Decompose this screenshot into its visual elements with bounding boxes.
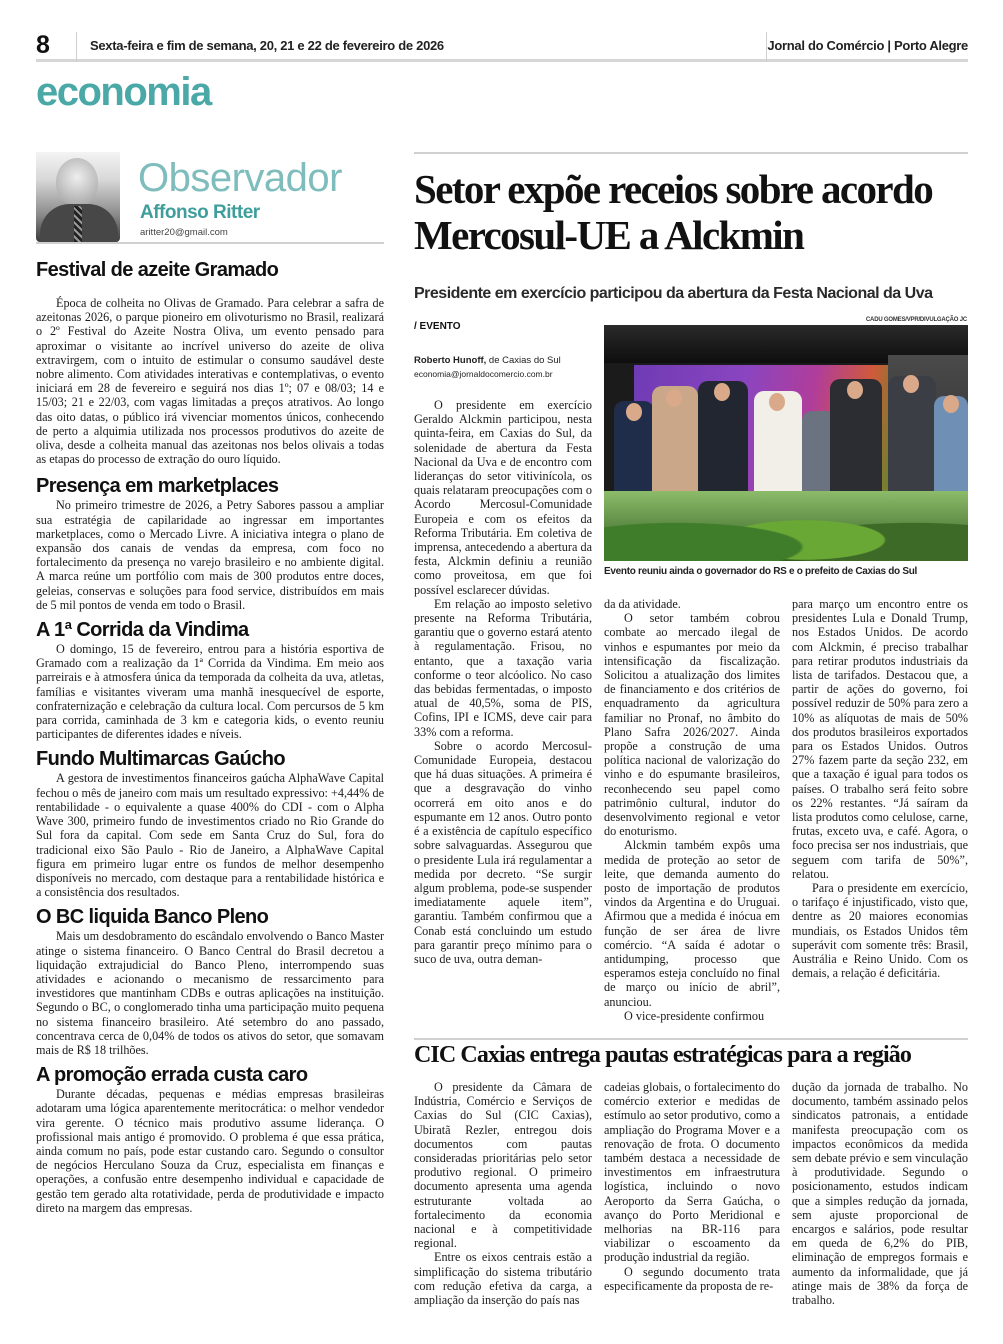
event-photo <box>604 325 968 561</box>
cic-column-2 <box>604 1080 780 1293</box>
note-heading: Fundo Multimarcas Gaúcho <box>36 748 285 771</box>
note-heading: A 1ª Corrida da Vindima <box>36 619 249 642</box>
columnist-portrait <box>36 152 120 242</box>
note-item <box>36 747 384 899</box>
column-notes <box>36 254 384 1215</box>
note-heading: Presença em marketplaces <box>36 475 279 498</box>
main-headline: Setor expõe receios sobre acordo Mercosul-UE a Alckmin <box>414 166 933 258</box>
article-paragraph: dução da jornada de trabalho. No documento, também assinado pelos sindicatos patronais, a entidade manifesta preocupação com os impactos econômicos da medida sem debate prévio e sem vinculação à produtividade. Segundo o posicionamento, estudos indicam que a simples redução da jornada, sem ajuste proporcional de encargos e salários, pode resultar em queda de 6,2% do PIB, eliminação de empregos formais e aumento da informalidade, que já atinge mais de 38% da força de trabalho. <box>792 1080 968 1308</box>
article-paragraph: da da atividade. <box>604 597 681 611</box>
article-column-2 <box>604 597 780 1023</box>
column-masthead <box>36 152 384 244</box>
edition-date: Sexta-feira e fim de semana, 20, 21 e 22 de fevereiro de 2026 <box>90 38 444 53</box>
columnist-name: Affonso Ritter <box>140 202 260 223</box>
article-paragraph: O presidente em exercício Geraldo Alckmin participou, nesta quinta-feira, em Caxias do Sul, da solenidade de abertura da Festa Nacional da Uva e de encontro com lideranças do setor vitivinícola, os quais relataram preocupações com o Acordo Mercosul-Comunidade Europeia e com os efeitos da Reforma Tributária. Em coletiva de imprensa, antecedendo a abertura da festa, Alckmin definiu a reunião como proveitosa, em que foi possível esclarecer dúvidas. <box>414 398 592 597</box>
article-kicker: / EVENTO <box>414 321 461 332</box>
main-subheadline: Presidente em exercício participou da abertura da Festa Nacional da Uva <box>414 285 933 302</box>
note-heading: A promoção errada custa caro <box>36 1064 308 1087</box>
photo-credit: CADU GOMES/VPR/DIVULGAÇÃO JC <box>865 317 967 323</box>
columnist-email[interactable]: aritter20@gmail.com <box>140 227 228 238</box>
note-item <box>36 1063 384 1215</box>
note-item <box>36 474 384 612</box>
note-item <box>36 258 384 466</box>
note-body: O domingo, 15 de fevereiro, entrou para a história esportiva de Gramado com a realização da 1ª Corrida da Vindima. Em meio aos parreirais e à atmosfera única da temporada da colheita da uva, atletas, famílias e visitantes viveram uma manhã inesquecível de esporte, confraternização e celebração da cultura local. Com percursos de 5 km para corrida, caminhada de 3 km e categoria kids, o evento reuniu participantes de diferentes idades e níveis. <box>36 642 384 742</box>
article-paragraph: Para o presidente em exercício, o tarifaço é injustificado, visto que, dentre as 20 maiores economias mundiais, os Estados Unidos têm superávit com somente três: Brasil, Austrália e Reino Unido. Com os demais, a relação é deficitária. <box>792 881 968 981</box>
note-item <box>36 618 384 741</box>
article-paragraph: Em relação ao imposto seletivo presente na Reforma Tributária, garantiu que o governo estará atento à regulamentação. Frisou, no entanto, que a taxação varia conforme o teor alcóolico. No caso das bebidas fermentadas, o imposto atual de 40,5%, soma de PIS, Cofins, IPI e ICMS, deve cair para 33% com a reforma. <box>414 596 592 739</box>
page-number: 8 <box>36 31 50 59</box>
byline-author: Roberto Hunoff, <box>414 355 487 366</box>
article-paragraph: O vice-presidente confirmou <box>624 1008 765 1023</box>
note-heading: Festival de azeite Gramado <box>36 259 279 281</box>
article-column-1 <box>414 398 592 966</box>
header-divider <box>76 32 77 62</box>
cic-column-3 <box>792 1080 968 1307</box>
column-title: Observador <box>138 156 342 200</box>
article-paragraph: O setor também cobrou combate ao mercado ilegal de vinhos e espumantes por meio da intensificação da fiscalização. Solicitou a atualização dos limites de financiamento e dos critérios de enquadramento da agricultura familiar no Pronaf, no âmbito do Plano Safra 2026/2027. Ainda propõe a construção de uma política nacional de valorização do vinho e do espumante brasileiros, reconhecendo seu papel como patrimônio cultural, indutor do desenvolvimento regional e vetor do enoturismo. <box>604 611 780 839</box>
note-body: No primeiro trimestre de 2026, a Petry Sabores passou a ampliar sua estratégia de capilaridade ao ingressar em importantes marketplaces, como o Mercado Livre. A iniciativa integra o plano de expansão dos canais de vendas da empresa, com foco no fortalecimento da presença no varejo brasileiro e no ambiente digital. A marca reúne um portfólio com mais de 300 produtos entre doces, geleias, conservas e soluções para food service, distribuídos em mais de 5 mil pontos de venda em todo o Brasil. <box>36 498 384 612</box>
article-paragraph: cadeias globais, o fortalecimento do comércio exterior e medidas de estímulo ao setor produtivo, como a ampliação do Programa Mover e a renovação de frota. O documento também destaca a necessidade de investimentos em infraestrutura logística, incluindo o novo Aeroporto da Serra Gaúcha, o avanço do Porto Meridional e melhorias na BR-116 para viabilizar o escoamento da produção industrial da região. <box>604 1080 780 1265</box>
note-item <box>36 905 384 1057</box>
article-paragraph: O segundo documento trata especificamente da proposta de re- <box>604 1264 780 1293</box>
byline-email[interactable]: economia@jornaldocomercio.com.br <box>414 369 553 379</box>
byline <box>414 355 561 366</box>
article-paragraph: para março um encontro entre os presidentes Lula e Donald Trump, nos Estados Unidos. De acordo com Alckmin, é preciso trabalhar para retirar produtos industriais da lista de tarifados. Destacou que, a partir de ações do governo, foi possível reduzir de 50% para zero a 10% as alíquotas de mais de 50% dos produtos brasileiros exportados para os Estados Unidos. Outros 27% fazem parte da seção 232, em que a taxação é igual para todos os países. O trabalho será feito sobre os 22% restantes. “Já saíram da lista produtos como celulose, carne, frutas, exceto uva, e café. Agora, o foco precisa ser nos industriais, que seguem com tarifa de 50%”, relatou. <box>792 597 968 881</box>
page-header <box>36 30 968 62</box>
note-body: Mais um desdobramento do escândalo envolvendo o Banco Master atinge o sistema financeiro. O Banco Central do Brasil decretou a liquidação extrajudicial do Banco Pleno, interrompendo suas atividades e acionando o mecanismo de ressarcimento para investidores que mantinham CDBs e outras aplicações na instituição. Segundo o BC, o conglomerado tinha uma participação muito pequena no sistema financeiro brasileiro. Até setembro do ano passado, concentrava cerca de 0,04% de todos os ativos do setor, que somavam mais de R$ 18 trilhões. <box>36 929 384 1057</box>
note-heading: O BC liquida Banco Pleno <box>36 906 269 929</box>
article-top-rule <box>414 152 968 154</box>
article-paragraph: Sobre o acordo Mercosul-Comunidade Europeia, destacou que há duas situações. A primeira é que a desgravação do vinho ocorrerá em oito anos e do espumante em 12 anos. Outro ponto é a existência de capítulo específico sobre salvaguardas. Assegurou que o presidente Lula irá regulamentar a medida por decreto. “Se surgir algum problema, pode-se suspender imediatamente aquele item”, garantiu. Também confirmou que a Conab está concluindo um estudo para garantir preço mínimo para o suco de uva, outra deman- <box>414 738 592 966</box>
note-body: A gestora de investimentos financeiros gaúcha AlphaWave Capital fechou o mês de janeiro com mais um resultado expressivo: +4,44% de rentabilidade - o equivalente a quase 400% do CDI - com o Alpha Wave 300, primeiro fundo de investimentos criado no Rio Grande do Sul fora da capital. Com sede em Santa Cruz do Sul, fora do tradicional eixo São Paulo - Rio de Janeiro, a AlphaWave Capital figura em primeiro lugar entre os fundos de melhor desempenho disponíveis no mercado, com destaque para a rentabilidade histórica e a consistência dos resultados. <box>36 771 384 900</box>
article-paragraph: Entre os eixos centrais estão a simplificação do sistema tributário com redução efetiva da carga, a ampliação da inserção do país nas <box>414 1250 592 1308</box>
publication-name: Jornal do Comércio | Porto Alegre <box>767 38 968 53</box>
article-paragraph: Alckmin também expôs uma medida de proteção ao setor de leite, que demanda aumento do posto de importação de produtos vindos da Argentina e do Uruguai. Afirmou que a medida é inócua em função de ser área de livre comércio. “A saída é adotar o antidumping, processo que esperamos esteja concluído no final de março ou início de abril”, anunciou. <box>604 838 780 1009</box>
cic-headline: CIC Caxias entrega pautas estratégicas para a região <box>414 1042 911 1068</box>
note-body: Durante décadas, pequenas e médias empresas brasileiras adotaram uma lógica aparentemente meritocrática: o melhor vendedor vira gerente. O técnico mais produtivo assume liderança. O profissional mais antigo é promovido. O problema é que essa prática, ainda comum no país, pode estar custando caro. Segundo o consultor de negócios Herculano Souza da Cruz, especialista em finanças e operações, a confusão entre desempenho individual e capacidade de gestão tem gerado alta rotatividade, perda de produtividade e impacto direto na margem das empresas. <box>36 1087 384 1215</box>
article-paragraph: O presidente da Câmara de Indústria, Comércio e Serviços de Caxias do Sul (CIC Caxias), Ubiratã Rezler, entregou dois documentos com pautas consideradas prioritárias pelo setor produtivo regional. O primeiro documento apresenta uma agenda estruturante voltada ao fortalecimento da economia nacional e à competitividade regional. <box>414 1080 592 1251</box>
article-divider <box>414 1038 968 1040</box>
cic-column-1 <box>414 1080 592 1307</box>
section-title: economia <box>36 70 211 114</box>
article-column-3 <box>792 597 968 980</box>
photo-caption: Evento reuniu ainda o governador do RS e o prefeito de Caxias do Sul <box>604 566 917 577</box>
byline-place: de Caxias do Sul <box>486 355 561 366</box>
note-body: Época de colheita no Olivas de Gramado. Para celebrar a safra de azeitonas 2026, o parque pioneiro em olivoturismo no Brasil, realizará o 2º Festival do Azeite Nostra Oliva, um evento pensado para aproximar o visitante ao incrível universo do azeite de oliva extravirgem, com o intuito de estimular o consumo saudável deste nobre alimento. Com atividades interativas e contemplativas, o evento iniciará em 28 de fevereiro e seguirá nos dias 1º; 07 e 08/03; 14 e 15/03; 21 e 22/03, com vagas limitadas a preços atrativos. Ao longo das oito datas, o público irá vivenciar momentos únicos, conhecendo de perto a alquimia utilizada nos processos produtivos do azeite de oliva, desde a colheita manual das azeitonas nos belos olivais a todas as etapas do processo de extração do ouro líquido. <box>36 296 384 467</box>
